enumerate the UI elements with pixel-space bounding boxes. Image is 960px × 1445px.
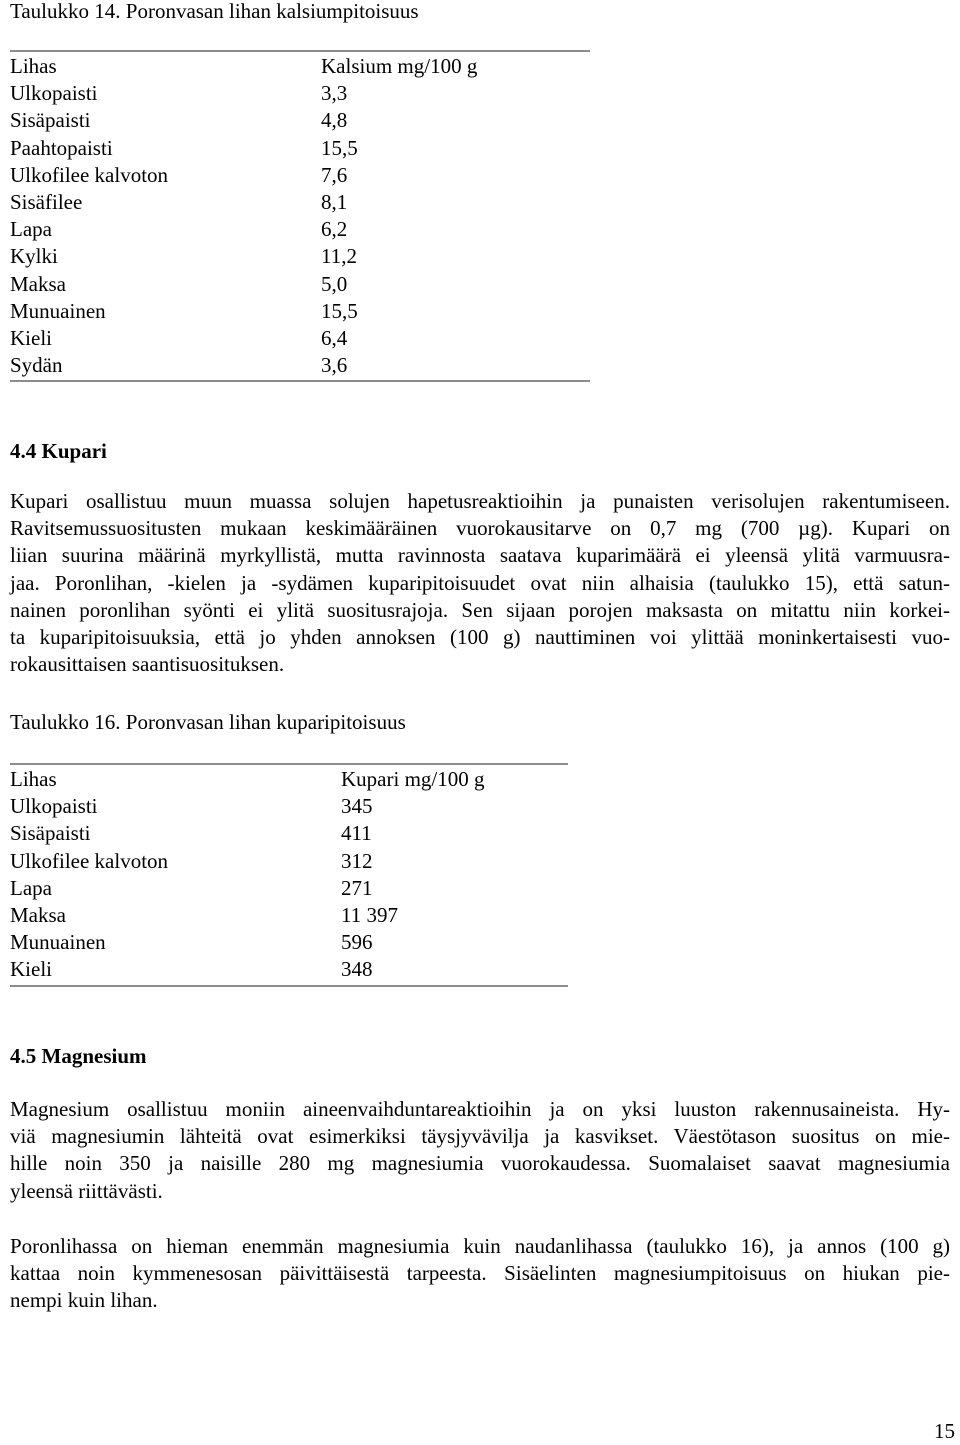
value-cell: 15,5 [321, 298, 358, 323]
muscle-cell: Sisäpaisti [10, 821, 91, 846]
muscle-cell: Lapa [10, 875, 52, 900]
magnesium-paragraph-1 [10, 1096, 950, 1205]
muscle-cell: Maksa [10, 903, 66, 928]
table-row [10, 848, 568, 875]
table-row [10, 216, 590, 243]
muscle-cell: Ulkopaisti [10, 81, 98, 106]
value-cell: 11 397 [341, 903, 398, 928]
section-heading-magnesium: 4.5 Magnesium [10, 1044, 147, 1068]
paragraph-line: nempi kuin lihan. [10, 1288, 158, 1313]
value-cell: 271 [341, 875, 373, 900]
table-row [10, 107, 590, 134]
muscle-cell: Munuainen [10, 298, 106, 323]
value-cell: 6,2 [321, 217, 348, 242]
value-cell: 6,4 [321, 326, 348, 351]
muscle-cell: Kylki [10, 244, 58, 269]
muscle-cell: Lapa [10, 217, 52, 242]
table-row [10, 875, 568, 902]
magnesium-paragraph-2 [10, 1233, 950, 1315]
table14-calcium [10, 50, 590, 382]
value-cell: 4,8 [321, 108, 348, 133]
table-header-row [10, 51, 590, 80]
table-row [10, 325, 590, 352]
value-cell: 5,0 [321, 271, 348, 296]
copper-paragraph [10, 488, 950, 678]
column-header-muscle: Lihas [10, 764, 341, 793]
column-header-muscle: Lihas [10, 51, 321, 80]
value-cell: 11,2 [321, 244, 357, 269]
muscle-cell: Munuainen [10, 930, 106, 955]
table-row [10, 243, 590, 270]
table-row [10, 902, 568, 929]
value-cell: 3,6 [321, 352, 590, 381]
value-cell: 15,5 [321, 135, 358, 160]
table-row [10, 135, 590, 162]
paragraph-line: rokausittaisen saantisuosituksen. [10, 652, 285, 677]
table-row [10, 793, 568, 820]
paragraph-line: yleensä riittävästi. [10, 1178, 163, 1203]
table-row [10, 820, 568, 847]
column-header-calcium: Kalsium mg/100 g [321, 51, 590, 80]
muscle-cell: Kieli [10, 326, 52, 351]
section-heading-copper: 4.4 Kupari [10, 439, 107, 463]
muscle-cell: Paahtopaisti [10, 135, 113, 160]
paragraph-line: jaa. Poronlihan, -kielen ja -sydämen kuparipitoisuudet ovat niin alhaisia (taulukko 15), että satun- [10, 570, 950, 595]
value-cell: 3,3 [321, 81, 348, 106]
muscle-cell: Maksa [10, 271, 66, 296]
paragraph-line: liian suurina määrinä myrkyllistä, mutta ravinnosta saatava kuparimäärä ei yleensä ylitä varmuusra- [10, 543, 950, 568]
column-header-copper: Kupari mg/100 g [341, 764, 568, 793]
table-row [10, 352, 590, 381]
muscle-cell: Kieli [10, 956, 341, 985]
value-cell: 348 [341, 956, 568, 985]
paragraph-line: Poronlihassa on hieman enemmän magnesiumia kuin naudanlihassa (taulukko 16), ja annos (100 g) [10, 1234, 950, 1258]
value-cell: 345 [341, 794, 373, 819]
muscle-cell: Ulkofilee kalvoton [10, 848, 169, 873]
value-cell: 411 [341, 821, 372, 846]
page-number: 15 [934, 1419, 955, 1443]
muscle-cell: Ulkofilee kalvoton [10, 162, 169, 187]
table16-copper [10, 763, 568, 987]
paragraph-line: hille noin 350 ja naisille 280 mg magnesiumia vuorokaudessa. Suomalaiset saavat magnesiumia [10, 1151, 950, 1176]
table-row [10, 162, 590, 189]
paragraph-line: ta kuparipitoisuuksia, että jo yhden annoksen (100 g) nauttiminen voi ylittää moninkertaisesti vuo- [10, 625, 950, 650]
value-cell: 312 [341, 848, 373, 873]
value-cell: 8,1 [321, 190, 348, 215]
table-row [10, 80, 590, 107]
table14-caption: Taulukko 14. Poronvasan lihan kalsiumpitoisuus [10, 0, 419, 23]
paragraph-line: kattaa noin kymmenesosan päivittäisestä tarpeesta. Sisäelinten magnesiumpitoisuus on hiukan pie- [10, 1261, 950, 1286]
muscle-cell: Ulkopaisti [10, 794, 98, 819]
muscle-cell: Sisäfilee [10, 190, 83, 215]
muscle-cell: Sisäpaisti [10, 108, 91, 133]
table-row [10, 271, 590, 298]
table16-caption: Taulukko 16. Poronvasan lihan kuparipitoisuus [10, 710, 406, 734]
table-header-row [10, 764, 568, 793]
table-row [10, 189, 590, 216]
paragraph-line: viä magnesiumin lähteitä ovat esimerkiksi täysjyvävilja ja kasvikset. Väestötason suositus on mie- [10, 1124, 950, 1149]
value-cell: 7,6 [321, 162, 348, 187]
paragraph-line: Ravitsemussuositusten mukaan keskimääräinen vuorokausitarve on 0,7 mg (700 µg). Kupari on [10, 516, 950, 541]
table-row [10, 298, 590, 325]
paragraph-line: Magnesium osallistuu moniin aineenvaihduntareaktioihin ja on yksi luuston rakennusaineista. Hy- [10, 1097, 950, 1121]
table-row [10, 929, 568, 956]
paragraph-line: Kupari osallistuu muun muassa solujen hapetusreaktioihin ja punaisten verisolujen rakentumiseen. [10, 489, 950, 513]
muscle-cell: Sydän [10, 352, 321, 381]
value-cell: 596 [341, 930, 373, 955]
paragraph-line: nainen poronlihan syönti ei ylitä suositusrajoja. Sen sijaan porojen maksasta on mitattu niin korkei- [10, 597, 950, 622]
table-row [10, 956, 568, 985]
